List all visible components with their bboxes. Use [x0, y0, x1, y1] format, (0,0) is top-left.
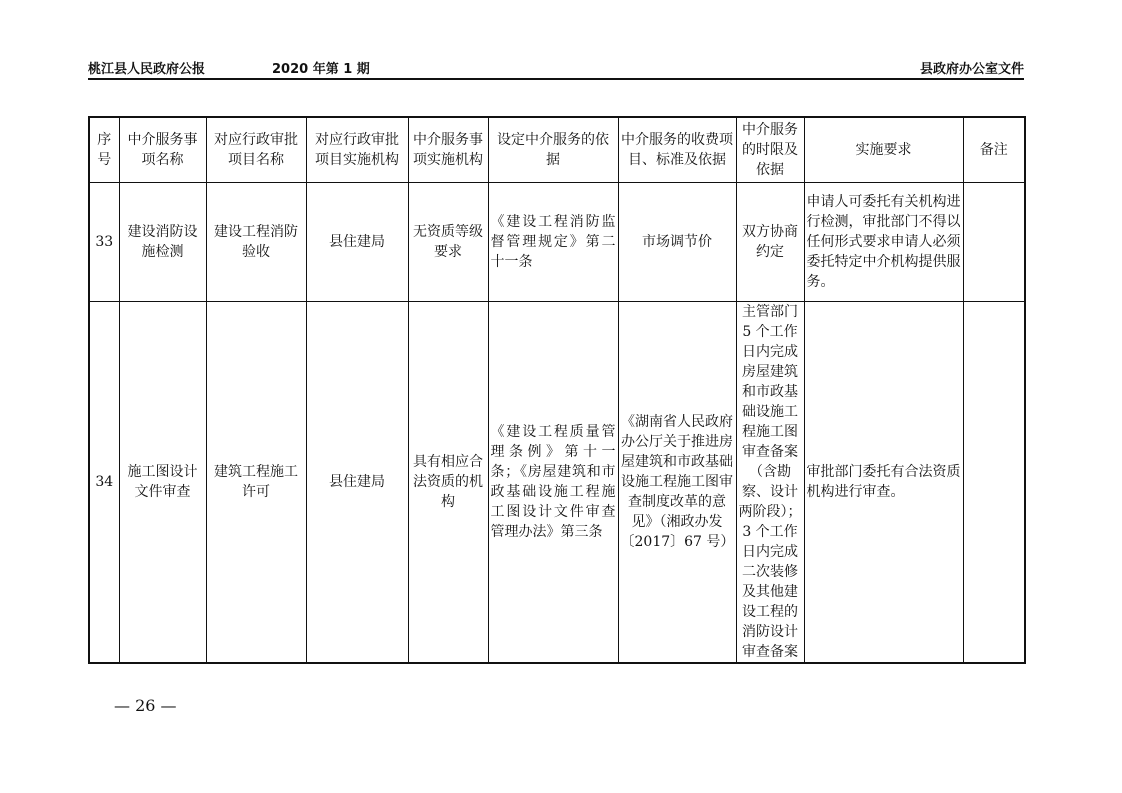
cell-requirement: 审批部门委托有合法资质机构进行审查。 — [804, 302, 963, 664]
cell-seq: 34 — [89, 302, 119, 664]
cell-note — [963, 302, 1025, 664]
col-header-approval-agency: 对应行政审批项目实施机构 — [306, 117, 408, 183]
cell-approval-item: 建设工程消防验收 — [206, 183, 306, 302]
issue-number: 2020 年第 1 期 — [272, 62, 370, 77]
col-header-approval-item: 对应行政审批项目名称 — [206, 117, 306, 183]
col-header-fee: 中介服务的收费项目、标准及依据 — [618, 117, 736, 183]
page-number: — 26 — — [114, 696, 177, 715]
cell-seq: 33 — [89, 183, 119, 302]
cell-time-limit: 双方协商约定 — [736, 183, 804, 302]
cell-service-agency: 具有相应合法资质的机构 — [408, 302, 488, 664]
cell-requirement: 申请人可委托有关机构进行检测，审批部门不得以任何形式要求申请人必须委托特定中介机构提供服务。 — [804, 183, 963, 302]
table-row — [89, 302, 1025, 664]
col-header-time-limit: 中介服务的时限及依据 — [736, 117, 804, 183]
col-header-service-agency: 中介服务事项实施机构 — [408, 117, 488, 183]
cell-service-name: 建设消防设施检测 — [119, 183, 206, 302]
col-header-basis: 设定中介服务的依据 — [488, 117, 618, 183]
cell-approval-agency: 县住建局 — [306, 183, 408, 302]
cell-fee: 市场调节价 — [618, 183, 736, 302]
cell-basis: 《建设工程质量管理条例》第十一条；《房屋建筑和市政基础设施工程施工图设计文件审查管理办法》第三条 — [488, 302, 618, 664]
cell-approval-item: 建筑工程施工许可 — [206, 302, 306, 664]
cell-note — [963, 183, 1025, 302]
col-header-service-name: 中介服务事项名称 — [119, 117, 206, 183]
cell-approval-agency: 县住建局 — [306, 302, 408, 664]
col-header-requirement: 实施要求 — [804, 117, 963, 183]
col-header-note: 备注 — [963, 117, 1025, 183]
header-rule — [88, 78, 1024, 80]
page-header — [88, 56, 1024, 76]
service-table — [88, 116, 1026, 664]
cell-time-limit: 主管部门 5 个工作日内完成房屋建筑和市政基础设施工程施工图审查备案（含勘察、设计两阶段）；3 个工作日内完成二次装修及其他建设工程的消防设计审查备案 — [736, 302, 804, 664]
cell-service-name: 施工图设计文件审查 — [119, 302, 206, 664]
col-header-seq: 序号 — [89, 117, 119, 183]
cell-service-agency: 无资质等级要求 — [408, 183, 488, 302]
bulletin-title: 桃江县人民政府公报 — [88, 62, 206, 77]
cell-basis: 《建设工程消防监督管理规定》第二十一条 — [488, 183, 618, 302]
cell-fee: 《湖南省人民政府办公厅关于推进房屋建筑和市政基础设施工程施工图审查制度改革的意见》（湘政办发〔2017〕67 号） — [618, 302, 736, 664]
table-header-row — [89, 117, 1025, 183]
document-category: 县政府办公室文件 — [919, 62, 1024, 77]
table-row — [89, 183, 1025, 302]
